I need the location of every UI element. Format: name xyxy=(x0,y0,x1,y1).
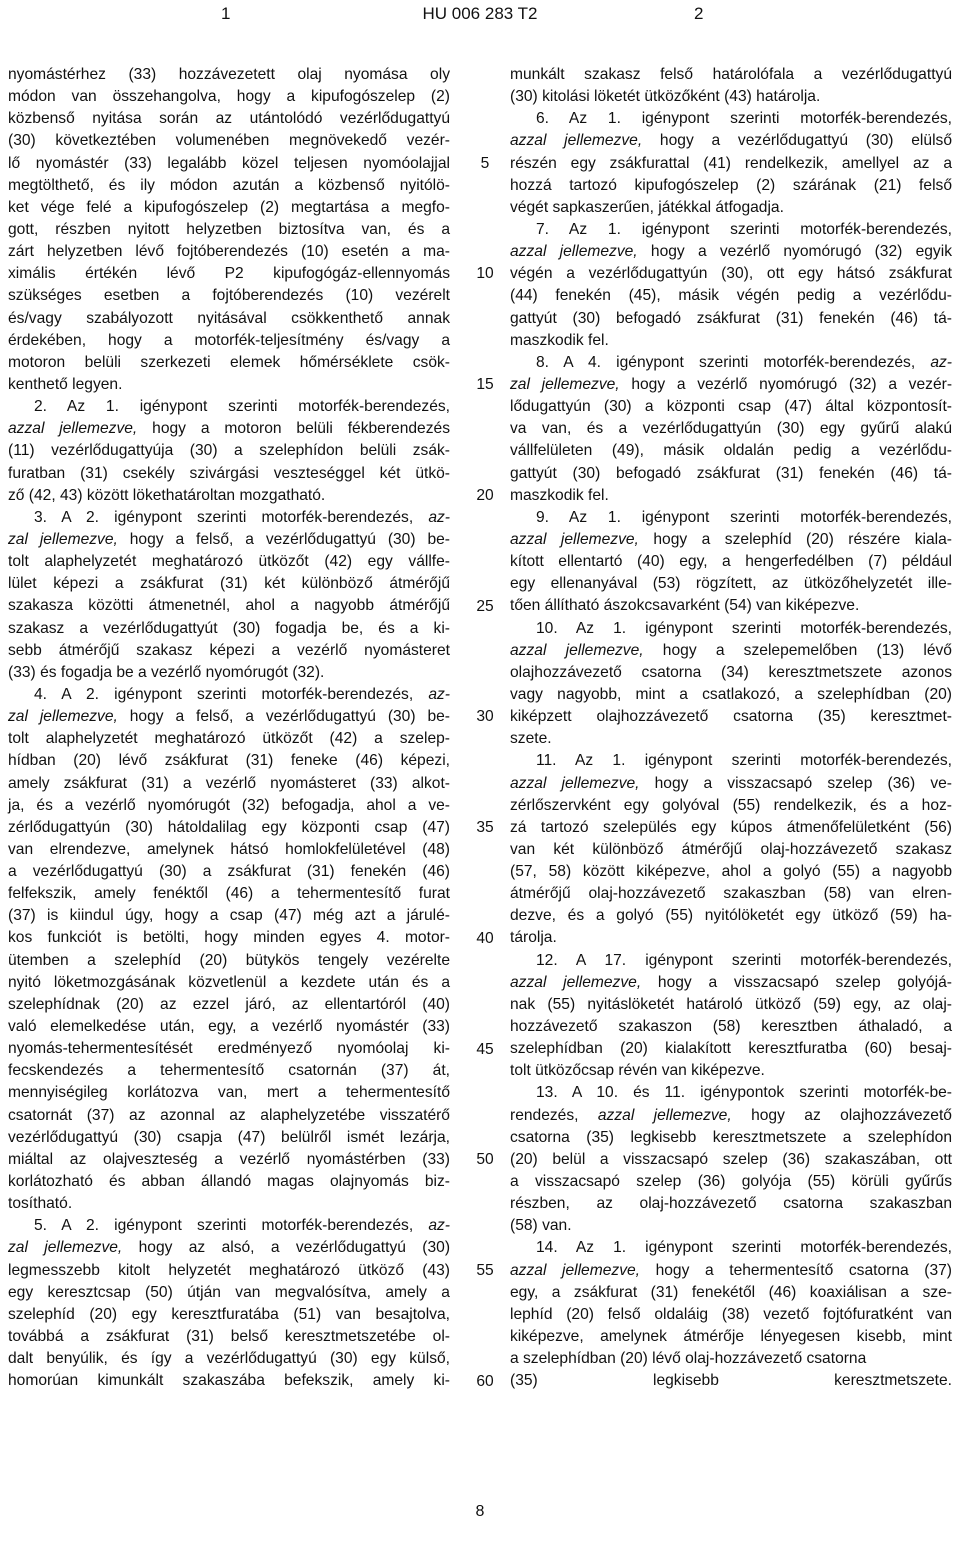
line-number: 10 xyxy=(476,265,494,283)
text-segment: érdekében, hogy a motorfék-teljesítmény és/vagy a xyxy=(8,331,450,349)
text-segment: (11) vezérlődugattyúja (30) a szelephídon belüli zsák- xyxy=(8,442,450,460)
right-column-line xyxy=(510,1237,952,1259)
italic-phrase: azzal jellemezve, xyxy=(510,530,639,548)
text-segment: hozzá tartozó kipufogószelep (2) szárának (21) felső xyxy=(510,176,952,194)
text-segment: 7. Az 1. igénypont szerinti motorfék-berendezés, xyxy=(536,220,952,238)
text-segment: hogy a szelepemelőben (13) lévő xyxy=(643,641,952,659)
text-segment: módon van összehangolva, hogy a kipufogószelep (2) xyxy=(8,88,450,106)
right-column-line xyxy=(510,64,952,86)
text-segment: szete. xyxy=(510,730,552,748)
left-column-line xyxy=(8,463,450,485)
text-segment: részben, az olaj-hozzávezető csatorna szakaszban xyxy=(510,1195,952,1213)
text-segment: van két különböző átmérőjű olaj-hozzávezető szakasz xyxy=(510,840,952,858)
left-column-line xyxy=(8,640,450,662)
text-segment: 10. Az 1. igénypont szerinti motorfék-berendezés, xyxy=(536,619,952,637)
left-column-line xyxy=(8,1215,450,1237)
text-segment: kiképezve, amelynek átmérője lényegesen kisebb, mint xyxy=(510,1328,952,1346)
right-column-line xyxy=(510,618,952,640)
left-column-line xyxy=(8,618,450,640)
text-segment: (30) következtében volumenében megnövekedő vezér- xyxy=(8,132,450,150)
left-column-line xyxy=(8,1326,450,1348)
italic-phrase: azzal jellemezve, xyxy=(8,420,138,438)
text-segment: kított ellentartó (40) egy, a hengerfedélben (7) például xyxy=(510,553,952,571)
left-column-line xyxy=(8,750,450,772)
text-segment: tárolja. xyxy=(510,929,557,947)
right-column-line xyxy=(510,197,952,219)
text-segment: motoron belüli szerkezeti elemek hőmérséklete csök- xyxy=(8,353,450,371)
right-column-line xyxy=(510,861,952,883)
line-number: 40 xyxy=(476,929,494,947)
text-segment: hogy a tehermentesítő csatorna (37) xyxy=(640,1261,952,1279)
text-segment: (35) legkisebb keresztmetszete. xyxy=(510,1372,952,1390)
italic-phrase: azzal jellemezve, xyxy=(510,243,638,261)
text-segment: egy ellenanyával (53) rögzített, az ütközőhelyzetét ille- xyxy=(510,575,952,593)
right-column-line xyxy=(510,1304,952,1326)
italic-phrase: az- xyxy=(428,508,450,526)
right-column-line xyxy=(510,1060,952,1082)
left-page-number: 1 xyxy=(221,4,231,23)
left-column-line xyxy=(8,773,450,795)
left-column-line xyxy=(8,795,450,817)
left-column-line xyxy=(8,1370,450,1392)
text-segment: tolt ütközőcsap révén van kiképezve. xyxy=(510,1062,765,1080)
left-column-line xyxy=(8,108,450,130)
text-segment: dalt benyúlik, és így a vezérlődugattyú (30) egy külső, xyxy=(8,1350,450,1368)
left-column-line xyxy=(8,1193,450,1215)
left-column-line xyxy=(8,1105,450,1127)
text-segment: ző (42, 43) között lökethatároltan mozgatható. xyxy=(8,486,326,504)
text-segment: lő nyomástér (33) legalább közel teljesen nyomóolajjal xyxy=(8,154,450,172)
text-segment: a visszacsapó szelep (36) golyója (55) körüli gyűrűs xyxy=(510,1173,952,1191)
right-column-line xyxy=(510,905,952,927)
right-column-line xyxy=(510,153,952,175)
left-column-line xyxy=(8,595,450,617)
text-segment: hogy az alsó, a vezérlődugattyú (30) xyxy=(122,1239,451,1257)
left-column-line xyxy=(8,485,450,507)
line-number: 50 xyxy=(476,1151,494,1169)
right-column-line xyxy=(510,972,952,994)
text-segment: hogy a visszacsapó szelep golyójá- xyxy=(641,973,952,991)
right-column-line xyxy=(510,241,952,263)
left-column-line xyxy=(8,1082,450,1104)
right-column-line xyxy=(510,1149,952,1171)
italic-phrase: zal jellemezve, xyxy=(510,375,620,393)
right-column-line xyxy=(510,573,952,595)
left-column-line xyxy=(8,153,450,175)
text-segment: felfekszik, amely fenéktől (46) a tehermentesítő furat xyxy=(8,885,450,903)
text-segment: vagy nagyobb, mint a csatlakozó, a szelephídban (20) xyxy=(510,685,952,703)
left-column-line xyxy=(8,130,450,152)
text-segment: nyitó löketmozgásának közvetlenül a kezdete után és a xyxy=(8,973,450,991)
text-segment: 14. Az 1. igénypont szerinti motorfék-berendezés, xyxy=(536,1239,952,1257)
left-column-line xyxy=(8,418,450,440)
document-number: HU 006 283 T2 xyxy=(422,4,538,23)
right-column-line xyxy=(510,1348,952,1370)
text-segment: egy keresztcsap (50) útján van megvalósítva, amely a xyxy=(8,1283,450,1301)
italic-phrase: azzal jellemezve, xyxy=(510,1261,640,1279)
text-segment: kos funkciót is betölti, hogy minden egyes 4. motor- xyxy=(8,929,450,947)
text-segment: 3. A 2. igénypont szerinti motorfék-berendezés, xyxy=(34,508,429,526)
right-page-number: 2 xyxy=(694,4,704,23)
right-column-line xyxy=(510,285,952,307)
left-column-line xyxy=(8,905,450,927)
text-segment: tosítható. xyxy=(8,1195,73,1213)
text-segment: hogy a szelephíd (20) részére kiala- xyxy=(638,530,952,548)
text-segment: 11. Az 1. igénypont szerinti motorfék-berendezés, xyxy=(536,752,952,770)
text-segment: 9. Az 1. igénypont szerinti motorfék-berendezés, xyxy=(536,508,952,526)
text-segment: (37) is kiindul úgy, hogy a csap (47) még azt a járulé- xyxy=(8,907,450,925)
text-segment: továbbá a zsákfurat (31) belső keresztmetszetébe ol- xyxy=(8,1328,450,1346)
right-column-line xyxy=(510,1082,952,1104)
left-column-line xyxy=(8,263,450,285)
text-segment: (30) kitolási löketét ütközőként (43) határolja. xyxy=(510,88,821,106)
right-column-line xyxy=(510,263,952,285)
left-column-line xyxy=(8,728,450,750)
left-column-line xyxy=(8,1237,450,1259)
text-segment: szelephídban (20) kialakított keresztfuratba (60) besaj- xyxy=(510,1040,952,1058)
text-segment: zá tartozó szelepülés egy kúpos átmenőfelületként (56) xyxy=(510,818,952,836)
right-column-line xyxy=(510,1105,952,1127)
text-segment: hogy a visszacsapó szelep (36) ve- xyxy=(639,774,952,792)
left-column-line xyxy=(8,1348,450,1370)
line-number: 35 xyxy=(476,819,494,837)
right-column-line xyxy=(510,418,952,440)
right-column-line xyxy=(510,1370,952,1392)
left-column-line xyxy=(8,573,450,595)
left-column-line xyxy=(8,352,450,374)
right-column-line xyxy=(510,352,952,374)
line-number: 20 xyxy=(476,486,494,504)
text-segment: megtölthető, és ily módon azután a közbenső nyitólö- xyxy=(8,176,450,194)
right-column-line xyxy=(510,1260,952,1282)
text-segment: fecskendezés a tehermentesítő csatornán (37) át, xyxy=(8,1062,450,1080)
text-segment: szakasza közötti átmenetnél, ahol a nagyobb átmérőjű xyxy=(8,597,450,615)
line-number: 55 xyxy=(476,1262,494,1280)
text-segment: 4. A 2. igénypont szerinti motorfék-berendezés, xyxy=(34,685,429,703)
left-column-line xyxy=(8,861,450,883)
left-column-line xyxy=(8,308,450,330)
left-column-line xyxy=(8,219,450,241)
text-segment: vállfelületen (49), másik oldalán pedig a vezérlődu- xyxy=(510,442,952,460)
left-column-line xyxy=(8,175,450,197)
text-segment: korlátozható és abban állandó magas olajnyomás biz- xyxy=(8,1173,450,1191)
left-column-line xyxy=(8,64,450,86)
text-segment: sebb átmérőjű szakasz képezi a vezérlő nyomásteret xyxy=(8,641,450,659)
right-text-column xyxy=(510,64,952,1392)
text-segment: szelephídnak (20) az ezzel járó, az ellentartóról (40) xyxy=(8,995,450,1013)
italic-phrase: azzal jellemezve, xyxy=(510,132,643,150)
text-segment: ja, és a vezérlő nyomórugót (32) befogadja, ahol a ve- xyxy=(8,796,450,814)
text-segment: mennyiségileg korlátozva van, mert a tehermentesítő xyxy=(8,1084,450,1102)
left-column-line xyxy=(8,839,450,861)
text-segment: lephíd (20) felső oldaláig (38) vezető fojtófuratként van xyxy=(510,1305,952,1323)
italic-phrase: zal jellemezve, xyxy=(8,708,118,726)
right-column-line xyxy=(510,308,952,330)
right-column-line xyxy=(510,750,952,772)
text-segment: va van, és a vezérlődugattyún (30) egy gyűrű alakú xyxy=(510,420,952,438)
footer-page-number: 8 xyxy=(475,1503,485,1520)
right-column-line xyxy=(510,219,952,241)
left-column-line xyxy=(8,1127,450,1149)
text-segment: ütemben a szelephíd (20) bütykös tengely vezérelte xyxy=(8,951,450,969)
line-number: 45 xyxy=(476,1040,494,1058)
left-column-line xyxy=(8,529,450,551)
right-column-line xyxy=(510,1215,952,1237)
left-column-line xyxy=(8,1260,450,1282)
right-column-line xyxy=(510,551,952,573)
text-segment: homorúan kimunkált szakaszába befekszik, amely ki- xyxy=(8,1372,450,1390)
text-segment: kiképzett olajhozzávezető csatorna (35) keresztmet- xyxy=(510,708,952,726)
text-segment: furatban (31) csekély szivárgási veszteséggel két ütkö- xyxy=(8,464,450,482)
text-segment: dezve, és a golyó (55) nyitólöketét egy ütköző (59) ha- xyxy=(510,907,952,925)
text-segment: hogy a motoron belüli fékberendezés xyxy=(137,420,450,438)
italic-phrase: az- xyxy=(428,685,450,703)
right-column-line xyxy=(510,1193,952,1215)
text-segment: 12. A 17. igénypont szerinti motorfék-berendezés, xyxy=(536,951,952,969)
text-segment: zárt helyzetben lévő fojtóberendezés (10) esetén a ma- xyxy=(8,243,450,261)
italic-phrase: azzal jellemezve, xyxy=(597,1106,732,1124)
text-segment: 5. A 2. igénypont szerinti motorfék-berendezés, xyxy=(34,1217,429,1235)
left-column-line xyxy=(8,241,450,263)
left-column-line xyxy=(8,396,450,418)
right-column-line xyxy=(510,927,952,949)
text-segment: maszkodik fel. xyxy=(510,486,609,504)
italic-phrase: azzal jellemezve, xyxy=(510,641,644,659)
right-column-line xyxy=(510,994,952,1016)
right-column-line xyxy=(510,640,952,662)
left-column-line xyxy=(8,706,450,728)
left-column-line xyxy=(8,1016,450,1038)
line-number: 60 xyxy=(476,1372,494,1390)
text-segment: gott, részben nyitott helyzetben biztosítva van, és a xyxy=(8,220,450,238)
text-segment: nyomás-tehermentesítését eredményező nyomóolaj ki- xyxy=(8,1040,450,1058)
text-segment: végét sapkaszerűen, játékkal átfogadja. xyxy=(510,198,784,216)
left-column-line xyxy=(8,507,450,529)
left-column-line xyxy=(8,662,450,684)
left-column-line xyxy=(8,330,450,352)
left-column-line xyxy=(8,950,450,972)
right-column-line xyxy=(510,1127,952,1149)
left-column-line xyxy=(8,927,450,949)
text-segment: van elrendezve, amelynek hátsó homlokfelületével (48) xyxy=(8,840,450,858)
text-segment: lődugattyún (30) a központi csap (47) által központosít- xyxy=(510,398,952,416)
right-column-line xyxy=(510,86,952,108)
text-segment: hídban (20) lévő zsákfurat (31) feneke (46) képezi, xyxy=(8,752,450,770)
text-segment: hogy a vezérlő nyomórugó (32) egyik xyxy=(637,243,952,261)
left-column-line xyxy=(8,1060,450,1082)
text-segment: lület képezi a zsákfurat (31) két különböző átmérőjű xyxy=(8,575,450,593)
text-segment: tően állítható ászokcsavarként (54) van kiképezve. xyxy=(510,597,860,615)
left-column-line xyxy=(8,86,450,108)
text-segment: hogy a vezérlődugattyú (30) elülső xyxy=(642,132,952,150)
text-segment: ket vége felé a kipufogószelep (2) megtartása a megfo- xyxy=(8,198,450,216)
text-segment: kenthető legyen. xyxy=(8,375,123,393)
left-column-line xyxy=(8,1171,450,1193)
left-column-line xyxy=(8,197,450,219)
text-segment: 8. A 4. igénypont szerinti motorfék-berendezés, xyxy=(536,353,931,371)
text-segment: a vezérlődugattyú (30) a zsákfurat (31) fenekén (46) xyxy=(8,863,450,881)
text-segment: átmérőjű olaj-hozzávezető szakaszban (58) van elren- xyxy=(510,885,952,903)
right-column-line xyxy=(510,595,952,617)
right-column-line xyxy=(510,1016,952,1038)
left-column-line xyxy=(8,1304,450,1326)
text-segment: amely zsákfurat (31) a vezérlő nyomásteret (33) alkot- xyxy=(8,774,450,792)
left-column-line xyxy=(8,684,450,706)
text-segment: (58) van. xyxy=(510,1217,572,1235)
text-segment: szelephíd (20) egy keresztfuratába (51) van besajtolva, xyxy=(8,1305,450,1323)
line-number: 25 xyxy=(476,597,494,615)
text-segment: (20) belül a visszacsapó szelep (36) szakaszában, ott xyxy=(510,1150,952,1168)
text-segment: tolt alaphelyzetét meghatározó ütközőt (42) egy vállfe- xyxy=(8,553,450,571)
text-segment: legmesszebb kitolt helyzetét meghatározó ütköző (43) xyxy=(8,1261,450,1279)
right-column-line xyxy=(510,662,952,684)
text-segment: csatorna (35) legkisebb keresztmetszete a szelephídon xyxy=(510,1128,952,1146)
text-segment: nyomástérhez (33) hozzávezetett olaj nyomása oly xyxy=(8,66,450,83)
text-segment: hozzávezető szakaszon (58) keresztben áthaladó, a xyxy=(510,1018,952,1036)
italic-phrase: azzal jellemezve, xyxy=(510,774,640,792)
text-segment: 6. Az 1. igénypont szerinti motorfék-berendezés, xyxy=(536,110,952,128)
line-number: 15 xyxy=(476,376,494,394)
right-column-line xyxy=(510,108,952,130)
text-segment: szükséges esetben a fojtóberendezés (10) vezérelt xyxy=(8,287,450,305)
right-column-line xyxy=(510,1171,952,1193)
right-column-line xyxy=(510,440,952,462)
text-segment: közbenső nyitása során az utántolódó vezérlődugattyú xyxy=(8,110,450,128)
right-column-line xyxy=(510,529,952,551)
text-segment: miáltal az olajveszteség a vezérlő nyomástérben (33) xyxy=(8,1150,450,1168)
right-column-line xyxy=(510,175,952,197)
right-column-line xyxy=(510,795,952,817)
italic-phrase: zal jellemezve, xyxy=(8,1239,123,1257)
right-column-line xyxy=(510,728,952,750)
text-segment: ximális értékén lévő P2 kipufogógáz-ellennyomás xyxy=(8,265,450,283)
text-segment: csatornát (37) az azonnal az alaphelyzetébe visszatérő xyxy=(8,1106,450,1124)
text-segment: 2. Az 1. igénypont szerinti motorfék-berendezés, xyxy=(34,398,450,416)
right-column-line xyxy=(510,463,952,485)
right-column-line xyxy=(510,1282,952,1304)
text-segment: (57, 58) között kiképezve, ahol a golyó (55) a nagyobb xyxy=(510,863,952,881)
text-segment: hogy a vezérlő nyomórugó (32) a vezér- xyxy=(619,375,953,393)
left-column-line xyxy=(8,551,450,573)
right-column-line xyxy=(510,706,952,728)
text-segment: nak (55) nyitáslöketét határoló ütköző (59) egy, az olaj- xyxy=(510,995,952,1013)
right-column-line xyxy=(510,130,952,152)
right-column-line xyxy=(510,1038,952,1060)
left-column-line xyxy=(8,883,450,905)
text-segment: maszkodik fel. xyxy=(510,331,609,349)
left-column-line xyxy=(8,972,450,994)
right-column-line xyxy=(510,330,952,352)
italic-phrase: az- xyxy=(428,1217,450,1235)
right-column-line xyxy=(510,883,952,905)
right-column-line xyxy=(510,1326,952,1348)
text-segment: és/vagy szabályozott nyitásával csökkenthető annak xyxy=(8,309,450,327)
text-segment: részén egy zsákfurattal (41) rendelkezik, amellyel az a xyxy=(510,154,952,172)
text-segment: (44) fenekén (45), másik végén pedig a vezérlődu- xyxy=(510,287,952,305)
text-segment: hogy az olajhozzávezető xyxy=(731,1106,952,1124)
text-segment: zérlőszervként egy golyóval (55) rendelkezik, és a hoz- xyxy=(510,796,952,814)
line-number: 5 xyxy=(480,154,490,172)
left-column-line xyxy=(8,285,450,307)
text-segment: olajhozzávezető csatorna (34) keresztmetszete azonos xyxy=(510,663,952,681)
text-segment: való elemelkedése után, egy, a vezérlő nyomástér (33) xyxy=(8,1018,450,1036)
text-segment: szakasz a vezérlődugattyút (30) fogadja be, és a ki- xyxy=(8,619,450,637)
left-column-line xyxy=(8,817,450,839)
right-column-line xyxy=(510,507,952,529)
right-column-line xyxy=(510,684,952,706)
left-text-column xyxy=(8,64,450,1392)
right-column-line xyxy=(510,773,952,795)
left-column-line xyxy=(8,1149,450,1171)
line-number: 30 xyxy=(476,708,494,726)
left-column-line xyxy=(8,994,450,1016)
text-segment: a szelephídban (20) lévő olaj-hozzávezető csatorna xyxy=(510,1350,867,1368)
left-column-line xyxy=(8,374,450,396)
left-column-line xyxy=(8,1282,450,1304)
right-column-line xyxy=(510,950,952,972)
text-segment: rendezés, xyxy=(510,1106,598,1124)
text-segment: vezérlődugattyú (30) csapja (47) belülről ismét lezárja, xyxy=(8,1128,450,1146)
text-segment: munkált szakasz felső határolófala a vezérlődugattyú xyxy=(510,66,952,83)
left-column-line xyxy=(8,1038,450,1060)
text-segment: egy, a zsákfurat (31) fenekétől (46) koaxiálisan a sze- xyxy=(510,1283,952,1301)
text-segment: hogy a felső, a vezérlődugattyú (30) be- xyxy=(117,530,450,548)
italic-phrase: zal jellemezve, xyxy=(8,530,118,548)
left-column-line xyxy=(8,440,450,462)
text-segment: zérlődugattyún (30) hátoldalilag egy központi csap (47) xyxy=(8,818,450,836)
text-segment: hogy a felső, a vezérlődugattyú (30) be- xyxy=(117,708,450,726)
right-column-line xyxy=(510,485,952,507)
text-segment: 13. A 10. és 11. igénypontok szerinti motorfék-be- xyxy=(536,1084,952,1102)
right-column-line xyxy=(510,374,952,396)
text-segment: gattyút (30) befogadó zsákfurat (31) fenekén (46) tá- xyxy=(510,464,952,482)
right-column-line xyxy=(510,817,952,839)
right-column-line xyxy=(510,839,952,861)
text-segment: tolt alaphelyzetét meghatározó ütközőt (42) a szelep- xyxy=(8,730,450,748)
italic-phrase: az- xyxy=(930,353,952,371)
text-segment: végén a vezérlődugattyún (30), ott egy hátsó zsákfurat xyxy=(510,265,952,283)
right-column-line xyxy=(510,396,952,418)
text-segment: (33) és fogadja be a vezérlő nyomórugót (32). xyxy=(8,663,325,681)
italic-phrase: azzal jellemezve, xyxy=(510,973,642,991)
text-segment: gattyút (30) befogadó zsákfurat (31) fenekén (46) tá- xyxy=(510,309,952,327)
